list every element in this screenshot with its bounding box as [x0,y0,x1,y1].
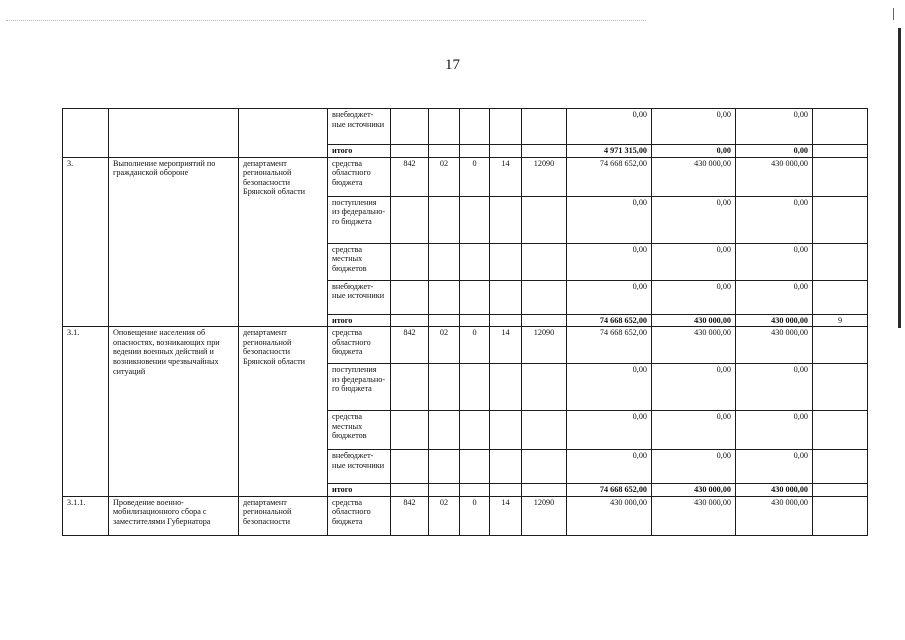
value-cell: 74 668 652,00 [567,327,652,364]
value-cell: 430 000,00 [567,496,652,535]
executor-cell: департамент региональной безопасности Брянской области [239,327,328,497]
table-row [63,496,868,535]
source-cell: средства местных бюджетов [328,411,391,450]
name-cell: Выполнение мероприятий по гражданской обороне [109,157,239,327]
csr-cell: 14 [490,496,522,535]
scan-margin-tick [893,8,894,20]
budget-table [62,108,868,536]
value-cell: 430 000,00 [652,157,736,196]
executor-cell: департамент региональной безопасности [239,496,328,535]
source-cell: средства областного бюджета [328,327,391,364]
scan-noise-line [6,20,646,21]
value-cell: 0,00 [652,364,736,411]
csr-cell: 14 [490,327,522,364]
table-row [63,157,868,196]
rz-cell: 02 [429,157,460,196]
value-cell: 0,00 [736,109,813,145]
pr-cell: 0 [460,157,490,196]
total-value: 4 971 315,00 [567,145,652,158]
value-cell: 0,00 [736,450,813,484]
code-cell: 12090 [522,157,567,196]
num-cell: 3.1.1. [63,496,109,535]
value-cell: 430 000,00 [736,157,813,196]
num-cell: 3. [63,157,109,327]
value-cell: 74 668 652,00 [567,157,652,196]
value-cell: 430 000,00 [736,496,813,535]
value-cell: 0,00 [652,280,736,314]
total-value: 430 000,00 [652,314,736,327]
total-value: 430 000,00 [736,484,813,497]
pr-cell: 0 [460,496,490,535]
code-cell: 12090 [522,327,567,364]
source-cell: средства областного бюджета [328,157,391,196]
source-cell: внебюджет-ные источники [328,280,391,314]
value-cell: 0,00 [652,109,736,145]
executor-cell [239,109,328,158]
total-value: 74 668 652,00 [567,314,652,327]
executor-cell: департамент региональной безопасности Брянской области [239,157,328,327]
total-value: 74 668 652,00 [567,484,652,497]
pr-cell: 0 [460,327,490,364]
num-cell: 3.1. [63,327,109,497]
total-value: 0,00 [736,145,813,158]
rz-cell: 02 [429,327,460,364]
value-cell: 0,00 [567,450,652,484]
value-cell: 0,00 [567,411,652,450]
source-cell: средства областного бюджета [328,496,391,535]
total-value: 0,00 [652,145,736,158]
page-number: 17 [445,57,460,73]
source-cell: внебюджет-ные источники [328,109,391,145]
table-row [63,327,868,364]
value-cell: 0,00 [567,109,652,145]
value-cell: 0,00 [736,364,813,411]
value-cell: 0,00 [567,364,652,411]
source-cell: поступления из федерально-го бюджета [328,196,391,243]
source-cell: средства местных бюджетов [328,243,391,280]
name-cell: Оповещение населения об опасностях, возникающих при ведении военных действий и возникновении чрезвычайных ситуаций [109,327,239,497]
value-cell: 0,00 [652,450,736,484]
name-cell [109,109,239,158]
value-cell: 0,00 [652,196,736,243]
source-cell: внебюджет-ные источники [328,450,391,484]
value-cell: 430 000,00 [652,327,736,364]
code-cell: 12090 [522,496,567,535]
grbs-cell: 842 [391,496,429,535]
grbs-cell: 842 [391,327,429,364]
value-cell: 0,00 [736,411,813,450]
value-cell: 430 000,00 [736,327,813,364]
value-cell: 0,00 [736,280,813,314]
value-cell: 0,00 [652,243,736,280]
total-label: итого [328,484,391,497]
value-cell: 0,00 [736,243,813,280]
value-cell: 0,00 [567,280,652,314]
value-cell: 0,00 [736,196,813,243]
table-row [63,109,868,145]
csr-cell: 14 [490,157,522,196]
total-value: 430 000,00 [652,484,736,497]
num-cell [63,109,109,158]
total-value: 430 000,00 [736,314,813,327]
value-cell: 0,00 [652,411,736,450]
rz-cell: 02 [429,496,460,535]
total-label: итого [328,145,391,158]
value-cell: 430 000,00 [652,496,736,535]
source-cell: поступления из федерально-го бюджета [328,364,391,411]
grbs-cell: 842 [391,157,429,196]
note-cell: 9 [813,314,868,327]
value-cell: 0,00 [567,243,652,280]
name-cell: Проведение военно-мобилизационного сбора с заместителями Губернатора [109,496,239,535]
total-label: итого [328,314,391,327]
value-cell: 0,00 [567,196,652,243]
